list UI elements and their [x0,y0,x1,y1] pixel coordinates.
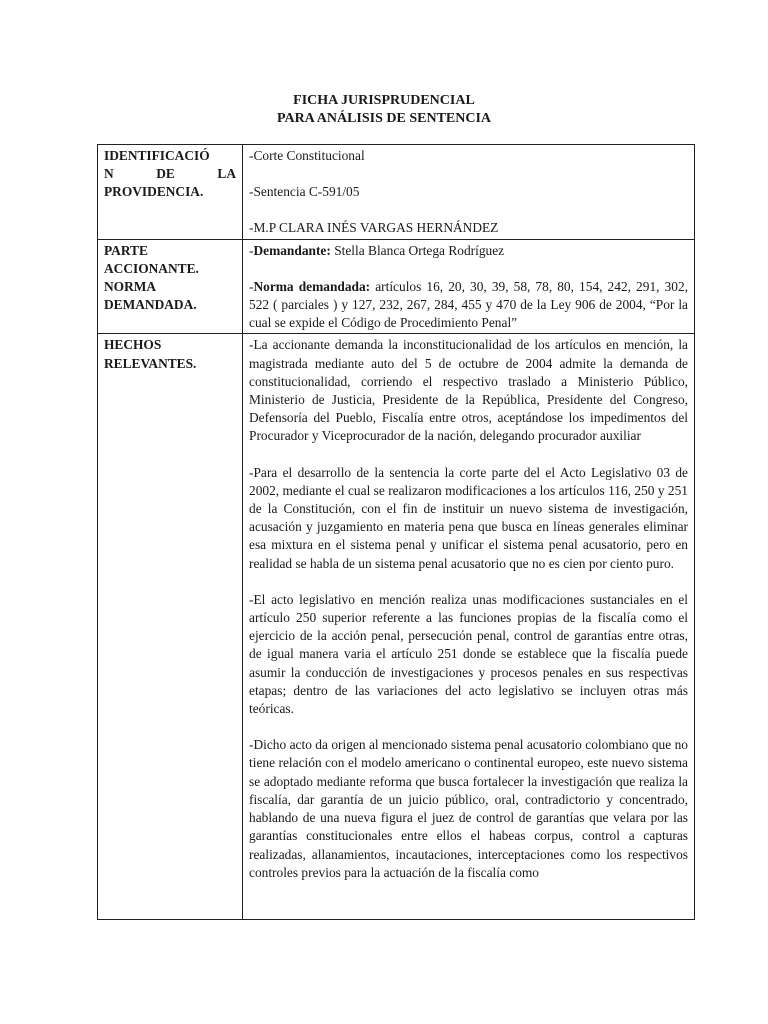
norm-prefix: - [249,278,254,294]
sentence-text: -Sentencia C-591/05 [249,184,360,200]
row-label-hechos [98,334,243,920]
table-row [98,334,695,920]
label-line: N DE LA [104,166,236,182]
plaintiff-value: Stella Blanca Ortega Rodríguez [330,242,505,258]
title-line-2: PARA ANÁLISIS DE SENTENCIA [276,111,492,126]
row-content-parte [243,239,695,334]
label-line: NORMA [104,279,157,295]
table-row [98,239,695,334]
label-line: PROVIDENCIA. [104,184,204,200]
court-text: -Corte Constitucional [249,148,365,163]
norm-text [249,278,688,333]
norm-label: Norma demandada: [253,278,371,294]
ficha-table [97,144,695,920]
plaintiff-prefix: - [249,242,254,258]
table-row [98,145,695,240]
norm-value: artículos 16, 20, 30, 39, 58, 78, 80, 154, 242, 291, 302, 522 ( parciales ) y 127, 232, 267, 284, 455 y 470 de la Ley 906 de 2004, “Por la cual se expide el Código de Procedimiento Penal” [249,278,688,331]
label-line: HECHOS [104,337,162,353]
paragraph: -Dicho acto da origen al mencionado sistema penal acusatorio colombiano que no tiene relación con el modelo americano o continental europeo, este nuevo sistema se adoptado mediante reforma que busca fortalecer la investigación que realiza la fiscalía, dar garantía de un juicio público, oral, contradictorio y concentrado, hablando de una nueva figura el juez de control de garantías que velara por las garantías constitucionales entre ellos el habeas corpus, control a capturas realizadas, allanamientos, incautaciones, interceptaciones como los respectivos controles previos para la actuación de la fiscalía como [249,737,688,880]
label-line: PARTE [104,242,148,258]
plaintiff-text [249,242,688,260]
title-line-1: FICHA JURISPRUDENCIAL [293,93,475,108]
paragraph: -El acto legislativo en mención realiza unas modificaciones sustanciales en el artículo 250 superior referente a las funciones propias de la fiscalía como el ejercicio de la acción penal, persecución penal, control de garantías entre otras, de igual manera varia el artículo 251 donde se establece que la fiscalía puede asumir la conducción de investigaciones y procesos penales en sus respectivas etapas; dentro de las variaciones del acto legislativo se incluyen otras más teóricas. [249,591,688,717]
plaintiff-label: Demandante: [253,242,331,258]
label-line: IDENTIFICACIÓ [104,148,210,163]
paragraph: -Para el desarrollo de la sentencia la corte parte del el Acto Legislativo 03 de 2002, mediante el cual se realizaron modificaciones a los artículos 116, 250 y 251 de la Constitución, con el fin de instituir un nuevo sistema de investigación, acusación y juzgamiento en materia pena que busca en líneas generales eliminar esa mixtura en el sistema penal y unificar el sistema penal acusatorio, pero en realidad se habla de un sistema penal acusatorio que no es cien por ciento puro. [249,464,688,571]
label-line: DEMANDADA. [104,297,197,313]
row-label-identificacion [98,145,243,240]
label-line: ACCIONANTE. [104,260,199,276]
hechos-body [249,336,688,918]
document-title [0,92,768,128]
row-content-identificacion [243,145,695,240]
label-line: RELEVANTES. [104,355,197,371]
row-label-parte [98,239,243,334]
magistrate-text: -M.P CLARA INÉS VARGAS HERNÁNDEZ [249,220,499,236]
row-content-hechos [243,334,695,920]
paragraph: -La accionante demanda la inconstitucionalidad de los artículos en mención, la magistrada mediante auto del 5 de octubre de 2004 admite la demanda de constitucionalidad, corriendo el respectivo traslado a Ministerio Público, Ministerio de Justicia, Presidente de la República, Presidente del Congreso, Defensoría del Pueblo, Fiscalía entre otros, aceptándose los impedimentos del Procurador y Viceprocurador de la nación, delegando procurador auxiliar [249,337,688,444]
